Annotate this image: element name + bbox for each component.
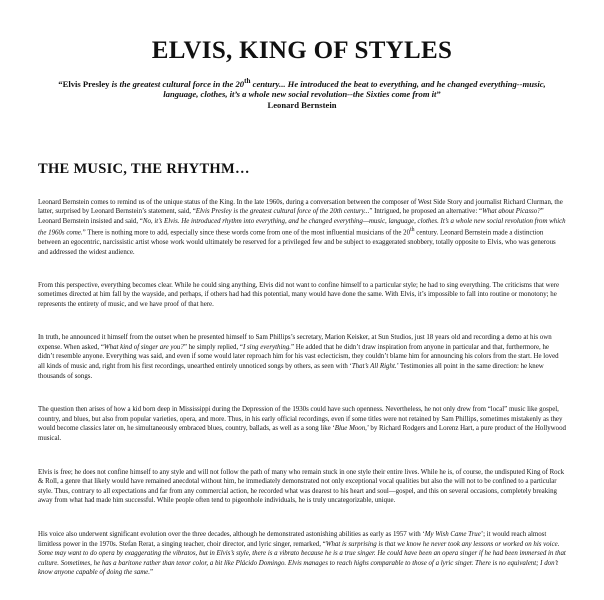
- paragraph-2: From this perspective, everything becomes clear. While he could sing anything, Elvis did not want to confine himself to a particular style; he had to sing everything. The criticisms that were sometimes directed at him fall by the wayside, and perhaps, if others had had this potential, many would have done the same. With Elvis, it’s impossible to fall into routine or monotony; he represents the entirety of music, and we have proof of that here.: [38, 281, 560, 308]
- p3-italic-c: That’s All Right.: [351, 363, 397, 371]
- p4-text-a: The question then arises of how a kid born deep in Mississippi during the Depression of the 1930s could have such openness. Nevertheless, he not only drew from “local” music like gospel, country, and blues, but also from popular varieties, opera, and more. Thus, in his early official recordings, even if some titles were not retained by Sam Phillips, sometimes mistakenly as they would become classics later on, he simultaneously embraced blues, country, ballads, as well as a song like ‘: [38, 406, 563, 433]
- p4-text-b: ’ by Richard Rodgers and Lorenz Hart, a pure product of the Hollywood musical.: [38, 425, 566, 443]
- page-title: ELVIS, KING OF STYLES: [151, 37, 453, 64]
- quote-close: ”: [436, 89, 441, 100]
- p3-text-a: In truth, he announced it himself from the outset when he presented himself to Sam Phillips’s secretary, Marion Keisker, at Sun Studios, just 18 years old and recording a demo at his own expense. When asked, “: [38, 334, 552, 351]
- paragraph-6: [38, 530, 566, 578]
- p1-italic-a: Elvis Presley is the greatest cultural force of the 20th century...: [195, 208, 370, 216]
- paragraph-1: [38, 198, 566, 258]
- p6-italic-b: What is surprising is that we know he never took any lessons or worked on his voice. Some may want to do opera by exaggerating the vibratos, but in Elvis’s style, there is a vibrato because he is a true singer. He could have been an opera singer if he had been immersed in that culture. Sometimes, he has a baritone rather than tenor color, a bit like Plácido Domingo. Elvis manages to reach highs comparable to those of a lyric singer. There is no equivalent; I don’t know anyone capable of doing the same.: [38, 540, 566, 577]
- quote-italic-1: is the greatest cultural force in the 20: [111, 78, 245, 89]
- p3-text-c: ” He added that he didn’t draw inspiration from anyone in particular and that, furthermore, he didn’t resemble anyone. Everything was said, and even if some would later reproach him for his vast eclecticism, they couldn’t blame him for announcing his colors from the start. He loved all kinds of music and, right from his first recordings, unearthed entirely unnoticed songs by others, as seen with ‘: [38, 343, 559, 371]
- p1-text-e: century. Leonard Bernstein made a distinction between an egocentric, narcissistic artist whose work would ultimately be reserved for a privileged few and be subject to exaggerated snobbery, totally opposite to Elvis, who was generous and addressed the widest audience.: [38, 229, 556, 256]
- p3-text-d: ’ Testimonies all point in the same direction: he knew thousands of songs.: [38, 363, 544, 380]
- epigraph-quote: [52, 76, 552, 111]
- paragraph-5: Elvis is free; he does not confine himself to any style and will not follow the path of many who remain stuck in one style their entire lives. While he is, of course, the undisputed King of Rock & Roll, a genre that likely would have remained anecdotal without him, he immediately demonstrated not only exceptional vocal qualities but also the will not to be confined to a particular style. Thus, contrary to all expectations and far from any commercial action, he recorded what was dearest to his heart and soul—gospel, and this on several occasions, completely breaking away from what had made him successful. While people often tend to pigeonhole individuals, he is truly uncategorizable, unique.: [38, 468, 565, 505]
- p6-text-c: ”: [149, 569, 154, 577]
- p3-italic-b: I sing everything.: [242, 343, 291, 351]
- p3-text-b: ” he simply replied, “: [183, 343, 243, 351]
- p1-text-a: Leonard Bernstein comes to remind us of the unique status of the King. In the late 1960s, during a conversation between the composer of West Side Story and journalist Richard Clurman, the latter, surprised by Leonard Bernstein’s statement, said, “: [38, 198, 563, 216]
- paragraph-3: [38, 333, 566, 381]
- section-title: THE MUSIC, THE RHYTHM…: [38, 160, 250, 177]
- p6-text-a: His voice also underwent significant evolution over the three decades, although he demonstrated astonishing abilities as early as 1957 with ‘: [38, 531, 425, 538]
- quote-sup: th: [244, 77, 251, 85]
- p6-text-b: ’; it would reach almost limitless power in the 1970s. Stefan Rerat, a singing teacher, choir director, and lyric singer, remarked, “: [38, 531, 547, 548]
- quote-italic-2: century... He introduced the beat to everything, and he changed everything--music, language, clothes, it’s a whole new social revolution--the Sixties come from it: [163, 78, 546, 100]
- p1-italic-c: No, it’s Elvis. He introduced rhythm into everything, and he changed everything—music, language, clothes. It’s a whole new social revolution from which the 1960s come.: [38, 217, 566, 237]
- p6-italic-a: My Wish Came True: [424, 531, 481, 538]
- p3-italic-a: What kind of singer are you?: [103, 343, 184, 351]
- p1-text-b: ” Intrigued, he proposed an alternative: “: [369, 208, 483, 216]
- p1-italic-b: What about Picasso?: [482, 208, 541, 216]
- p1-text-c: ” Leonard Bernstein insisted and said, “: [38, 208, 544, 225]
- paragraph-4: [38, 405, 566, 443]
- p1-text-d: ” There is nothing more to add, especially since these words come from one of the most influential musicians of the 20: [82, 229, 411, 237]
- p4-italic-a: Blue Moon,: [334, 425, 367, 433]
- quote-author: Leonard Bernstein: [267, 100, 337, 111]
- quote-open: “Elvis Presley: [58, 78, 112, 89]
- p1-sup: th: [410, 227, 415, 234]
